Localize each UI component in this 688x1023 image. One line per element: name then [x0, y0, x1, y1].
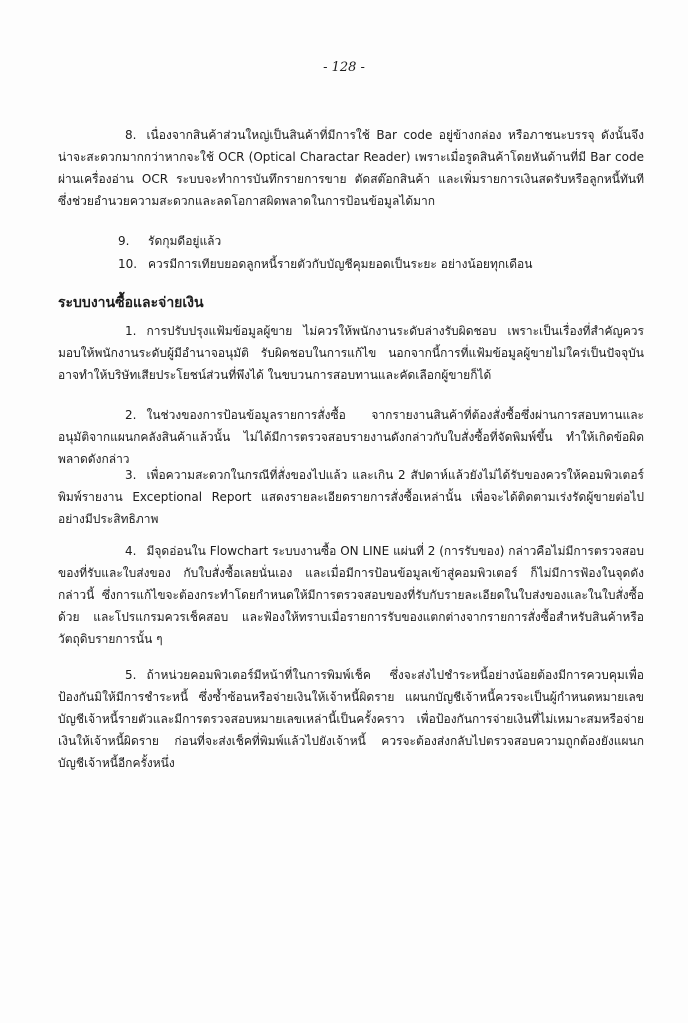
item-text: รัดกุมดีอยู่แล้ว [148, 234, 222, 248]
page-number: - 128 - [323, 60, 365, 75]
purchase-item-3 [58, 464, 644, 530]
purchase-item-4 [58, 540, 644, 650]
item-text: การปรับปรุงแฟ้มข้อมูลผู้ขาย ไม่ควรให้พนักงานระดับล่างรับผิดชอบ เพราะเป็นเรื่องที่สำคัญควรมอบให้พนักงานระดับผู้มีอำนาจอนุมัติ รับผิดชอบในการแก้ไข นอกจากนี้การที่แฟ้มข้อมูลผู้ขายไม่ใคร่เป็นปัจจุบันอาจทำให้บริษัทเสียประโยชน์ส่วนที่พึงได้ ในขบวนการสอบทานและคัดเลือกผู้ขายก็ได้ [58, 324, 644, 382]
purchase-item-1 [58, 320, 644, 386]
item-text: ถ้าหน่วยคอมพิวเตอร์มีหน้าที่ในการพิมพ์เช็ค ซึ่งจะส่งไปชำระหนี้อย่างน้อยต้องมีการควบคุมเพื่อป้องกันมิให้มีการชำระหนี้ ซึ่งซ้ำซ้อนหรือจ่ายเงินให้เจ้าหนี้ผิดราย แผนกบัญชีเจ้าหนี้ควรจะเป็นผู้กำหนดหมายเลขบัญชีเจ้าหนี้รายตัวและมีการตรวจสอบหมายเลขเหล่านี้เป็นครั้งคราว เพื่อป้องกันการจ่ายเงินที่ไม่เหมาะสมหรือจ่ายเงินให้เจ้าหนี้ผิดราย ก่อนที่จะส่งเช็คที่พิมพ์แล้วไปยังเจ้าหนี้ ควรจะต้องส่งกลับไปตรวจสอบความถูกต้องยังแผนกบัญชีเจ้าหนี้อีกครั้งหนึ่ง [58, 668, 644, 770]
item-text: มีจุดอ่อนใน Flowchart ระบบงานซื้อ ON LINE แผ่นที่ 2 (การรับของ) กล่าวคือไม่มีการตรวจสอบของที่รับและใบส่งของ กับใบสั่งซื้อเลยนั่นเอง และเมื่อมีการป้อนข้อมูลเข้าสู่คอมพิวเตอร์ ก็ไม่มีการฟ้องในจุดดังกล่าวนี้ ซึ่งการแก้ไขจะต้องกระทำโดยกำหนดให้มีการตรวจสอบของที่รับกับรายละเอียดในใบส่งของและในใบสั่งซื้อด้วย และโปรแกรมควรเช็คสอบ และฟ้องให้ทราบเมื่อรายการรับของแตกต่างจากรายการสั่งซื้อสำหรับสินค้าหรือวัตถุดิบรายการนั้น ๆ [58, 544, 644, 646]
list-item-9 [118, 230, 221, 252]
list-item-8 [58, 124, 644, 212]
item-text: ควรมีการเทียบยอดลูกหนี้รายตัวกับบัญชีคุมยอดเป็นระยะ อย่างน้อยทุกเดือน [148, 257, 533, 271]
list-item-10 [118, 253, 532, 275]
item-number: 1. [125, 324, 137, 338]
purchase-item-5 [58, 664, 644, 774]
item-number: 9. [118, 234, 130, 248]
item-number: 3. [125, 468, 137, 482]
item-number: 2. [125, 408, 137, 422]
item-number: 10. [118, 257, 138, 271]
item-text: ในช่วงของการป้อนข้อมูลรายการสั่งซื้อ จากรายงานสินค้าที่ต้องสั่งซื้อซึ่งผ่านการสอบทานและอนุมัติจากแผนกคลังสินค้าแล้วนั้น ไม่ได้มีการตรวจสอบรายงานดังกล่าวกับใบสั่งซื้อที่จัดพิมพ์ขึ้น ทำให้เกิดข้อผิดพลาดดังกล่าว [58, 408, 644, 466]
item-number: 5. [125, 668, 137, 682]
item-text: เพื่อความสะดวกในกรณีที่สั่งของไปแล้ว และเกิน 2 สัปดาห์แล้วยังไม่ได้รับของควรให้คอมพิวเตอร์พิมพ์รายงาน Exceptional Report แสดงรายละเอียดรายการสั่งซื้อเหล่านั้น เพื่อจะได้ติดตามเร่งรัดผู้ขายต่อไปอย่างมีประสิทธิภาพ [58, 468, 644, 526]
section-heading: ระบบงานซื้อและจ่ายเงิน [58, 295, 204, 311]
purchase-item-2 [58, 404, 644, 470]
item-number: 8. [125, 128, 137, 142]
item-number: 4. [125, 544, 137, 558]
item-text: เนื่องจากสินค้าส่วนใหญ่เป็นสินค้าที่มีการใช้ Bar code อยู่ข้างกล่อง หรือภาชนะบรรจุ ดังนั้นจึงน่าจะสะดวกมากกว่าหากจะใช้ OCR (Optical Charactar Reader) เพราะเมื่อรูดสินค้าโดยหันด้านที่มี Bar code ผ่านเครื่องอ่าน OCR ระบบจะทำการบันทึกรายการขาย ตัดสต๊อกสินค้า และเพิ่มรายการเงินสดรับหรือลูกหนี้ทันที ซึ่งช่วยอำนวยความสะดวกและลดโอกาสผิดพลาดในการป้อนข้อมูลได้มาก [58, 128, 644, 208]
